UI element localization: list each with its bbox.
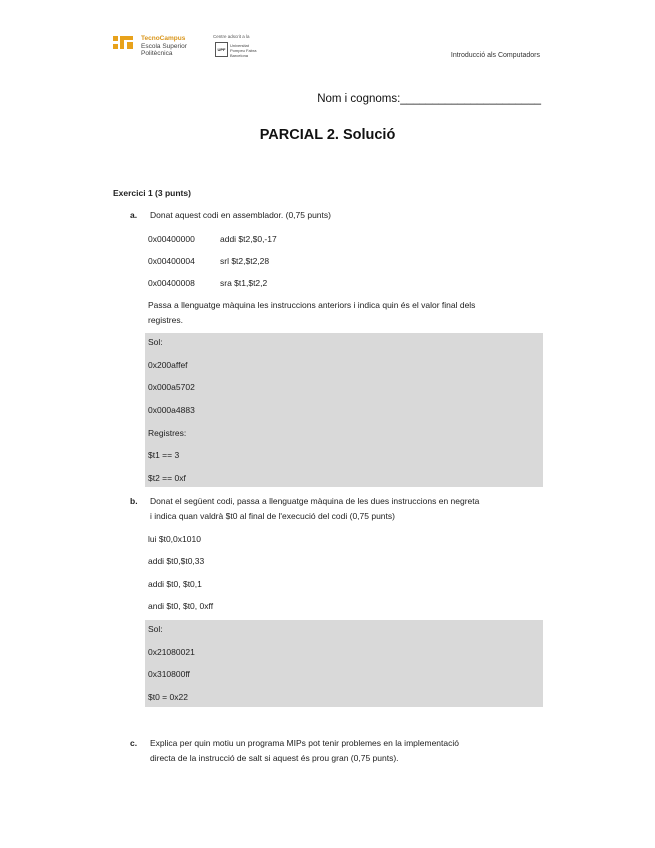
logo-line1: Escola Superior <box>141 42 187 50</box>
code-line: addi $t0, $t0,1 <box>148 579 202 589</box>
solution-line: 0x200affef <box>148 360 188 370</box>
code-address: 0x00400000 <box>148 234 195 244</box>
upf-line2: Pompeu Fabra <box>230 48 257 53</box>
name-field-label: Nom i cognoms:______________________ <box>317 93 541 105</box>
upf-logo-icon: UPF <box>215 42 228 57</box>
part-b-marker: b. <box>130 496 138 506</box>
part-b-prompt-line1: Donat el següent codi, passa a llenguatge màquina de les dues instruccions en negreta <box>150 496 480 506</box>
code-line: lui $t0,0x1010 <box>148 534 201 544</box>
code-line: andi $t0, $t0, 0xff <box>148 601 214 611</box>
part-a-solution-box <box>145 333 543 487</box>
part-a-question-line2: registres. <box>148 315 183 325</box>
solution-line: Sol: <box>148 624 163 634</box>
solution-line: $t1 == 3 <box>148 450 180 460</box>
part-c-marker: c. <box>130 738 138 748</box>
part-a-marker: a. <box>130 210 138 220</box>
course-name: Introducció als Computadors <box>450 52 540 59</box>
code-instruction: addi $t2,$0,-17 <box>220 234 277 244</box>
upf-line1: Universitat <box>230 43 249 48</box>
code-instruction: sra $t1,$t2,2 <box>220 278 268 288</box>
exercise-heading: Exercici 1 (3 punts) <box>113 188 191 198</box>
code-address: 0x00400004 <box>148 256 195 266</box>
part-b-solution-box <box>145 620 543 707</box>
solution-line: 0x000a4883 <box>148 405 195 415</box>
part-a-prompt: Donat aquest codi en assemblador. (0,75 punts) <box>150 210 331 220</box>
solution-line: 0x000a5702 <box>148 382 195 392</box>
code-address: 0x00400008 <box>148 278 195 288</box>
solution-line: 0x21080021 <box>148 647 195 657</box>
solution-line: Sol: <box>148 337 163 347</box>
part-b-prompt-line2: i indica quan valdrà $t0 al final de l'execució del codi (0,75 punts) <box>150 511 395 521</box>
code-instruction: srl $t2,$t2,28 <box>220 256 270 266</box>
solution-line: Registres: <box>148 428 187 438</box>
upf-logo-text <box>230 43 256 58</box>
tecnocampus-logo-text <box>141 35 187 58</box>
code-line: addi $t0,$t0,33 <box>148 556 205 566</box>
part-c-prompt-line1: Explica per quin motiu un programa MIPs pot tenir problemes en la implementació <box>150 738 459 748</box>
upf-label: Centre adscrit a la <box>213 34 250 39</box>
part-a-question-line1: Passa a llenguatge màquina les instruccions anteriors i indica quin és el valor final dels <box>148 300 476 310</box>
part-c-prompt-line2: directa de la instrucció de salt si aquest és prou gran (0,75 punts). <box>150 753 399 763</box>
logo-line2: Politècnica <box>141 50 173 57</box>
logo-brand: TecnoCampus <box>141 35 186 42</box>
page-title: PARCIAL 2. Solució <box>259 127 396 143</box>
solution-line: 0x310800ff <box>148 669 190 679</box>
solution-line: $t2 == 0xf <box>148 473 186 483</box>
tecnocampus-logo-icon <box>113 36 133 50</box>
solution-line: $t0 = 0x22 <box>148 692 188 702</box>
upf-line3: Barcelona <box>230 53 249 58</box>
